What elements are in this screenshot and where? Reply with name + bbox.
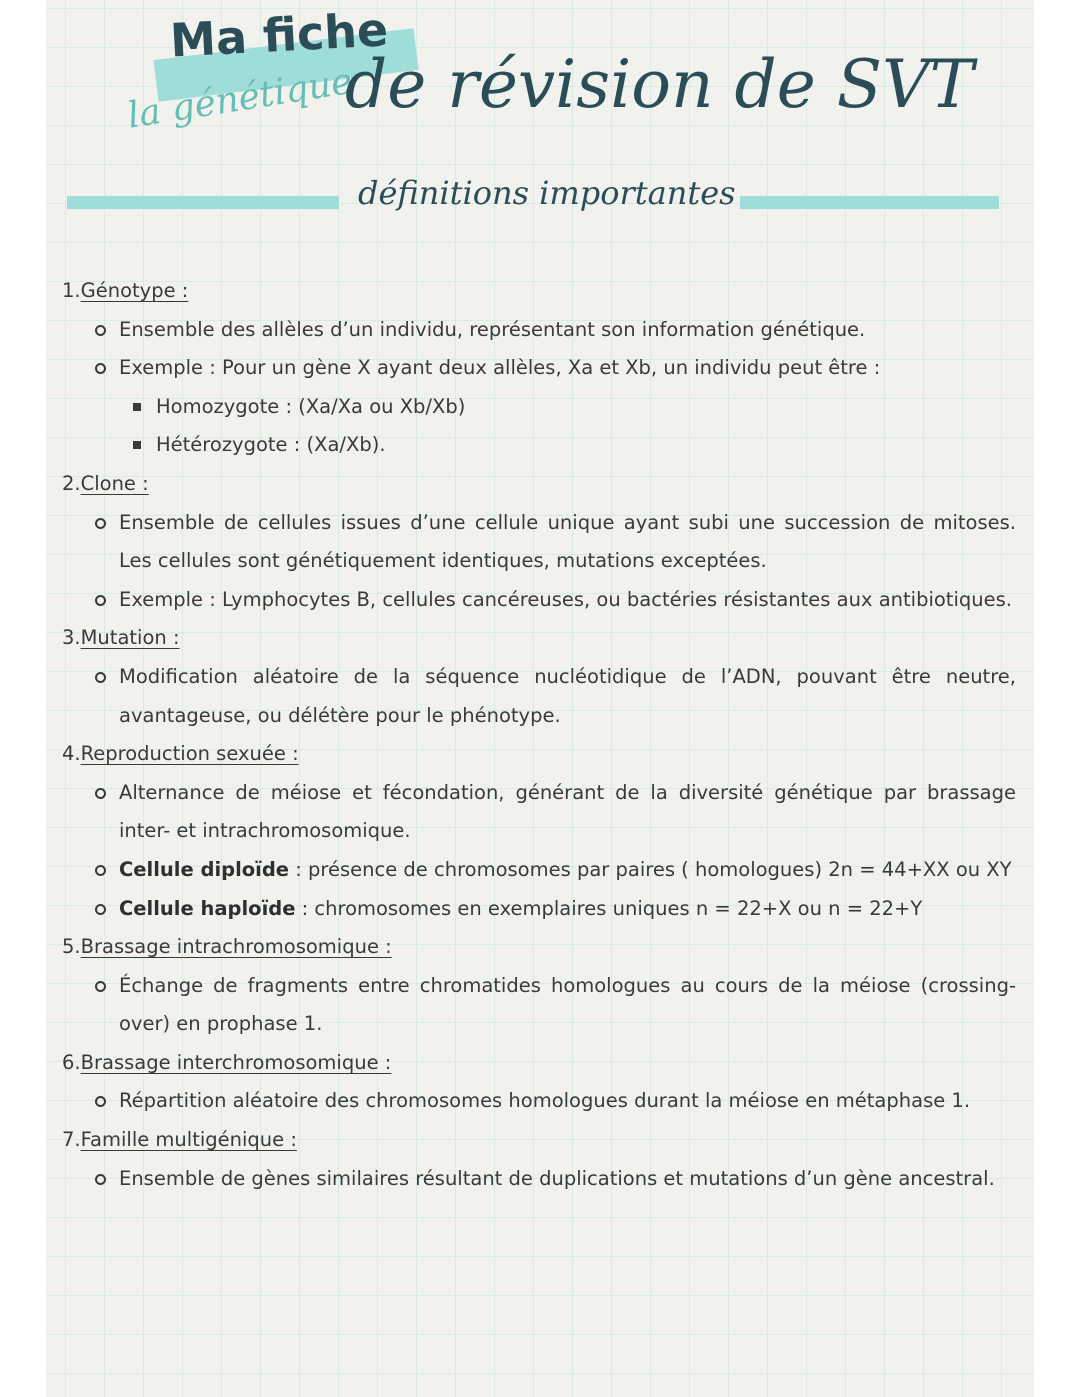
section-title: 7.Famille multigénique : <box>62 1128 297 1152</box>
section-title: 4.Reproduction sexuée : <box>62 742 299 766</box>
list-item-haploid: Cellule haploïde : chromosomes en exemplaires uniques n = 22+X ou n = 22+Y <box>62 890 1016 929</box>
subtitle: définitions importantes <box>358 174 736 212</box>
list-item: Exemple : Lymphocytes B, cellules cancéreuses, ou bactéries résistantes aux antibiotiques. <box>62 581 1016 620</box>
title-ma-fiche: Ma fiche <box>168 2 390 68</box>
sub-list-item: Hétérozygote : (Xa/Xb). <box>62 426 1016 465</box>
sub-list-item: Homozygote : (Xa/Xa ou Xb/Xb) <box>62 388 1016 427</box>
list-item: Échange de fragments entre chromatides homologues au cours de la méiose (crossing-over) en prophase 1. <box>62 967 1016 1044</box>
definitions-list <box>62 272 1016 1198</box>
list-item: Modification aléatoire de la séquence nucléotidique de l’ADN, pouvant être neutre, avantageuse, ou délétère pour le phénotype. <box>62 658 1016 735</box>
list-item: Exemple : Pour un gène X ayant deux allèles, Xa et Xb, un individu peut être : <box>62 349 1016 388</box>
list-item-diploid: Cellule diploïde : présence de chromosomes par paires ( homologues) 2n = 44+XX ou XY <box>62 851 1016 890</box>
title-de-revision: de révision de SVT <box>345 46 974 123</box>
list-item: Alternance de méiose et fécondation, générant de la diversité génétique par brassage inter- et intrachromosomique. <box>62 774 1016 851</box>
section-title: 6.Brassage interchromosomique : <box>62 1050 392 1074</box>
section-title: 3.Mutation : <box>62 626 180 650</box>
section-title: 1.Génotype : <box>62 279 189 302</box>
section-title: 2.Clone : <box>62 471 149 495</box>
list-item: Ensemble des allèles d’un individu, représentant son information génétique. <box>62 311 1016 350</box>
section-title: 5.Brassage intrachromosomique : <box>62 935 392 959</box>
list-item: Ensemble de gènes similaires résultant de duplications et mutations d’un gène ancestral. <box>62 1160 1016 1199</box>
divider-right <box>740 196 999 209</box>
list-item: Ensemble de cellules issues d’une cellule unique ayant subi une succession de mitoses. Les cellules sont génétiquement identiques, mutations exceptées. <box>62 504 1016 581</box>
title-la-genetique: la génétique <box>124 60 356 137</box>
divider-left <box>67 196 339 209</box>
list-item: Répartition aléatoire des chromosomes homologues durant la méiose en métaphase 1. <box>62 1082 1016 1121</box>
